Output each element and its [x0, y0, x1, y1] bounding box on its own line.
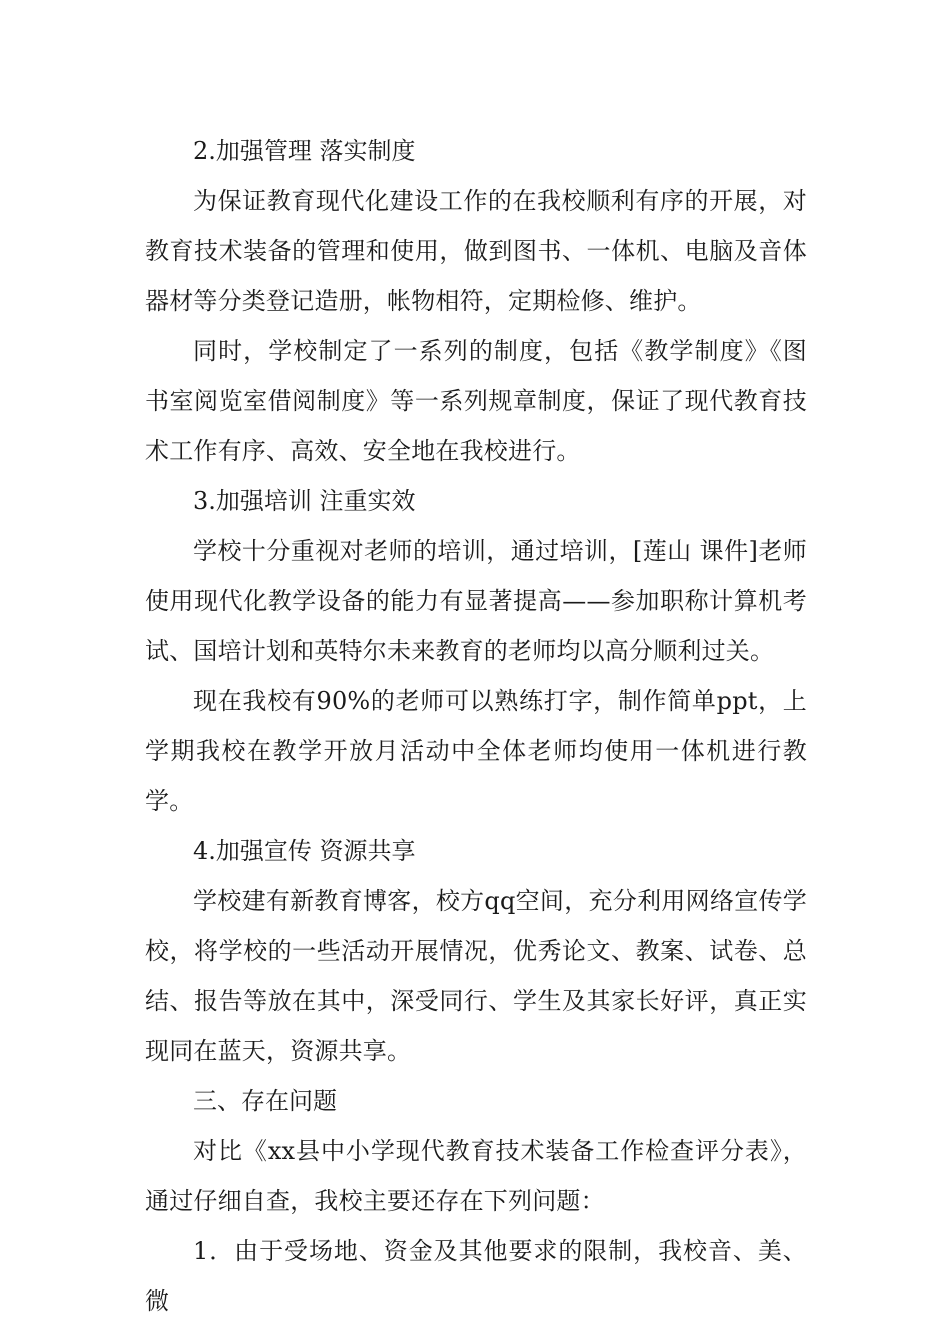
paragraph-problem-1: 1．由于受场地、资金及其他要求的限制，我校音、美、微	[145, 1237, 807, 1315]
paragraph-teacher-training: 学校十分重视对老师的培训，通过培训，[莲山 课件]老师使用现代化教学设备的能力有显著提高——参加职称计算机考试、国培计划和英特尔未来教育的老师均以高分顺利过关。	[145, 537, 807, 665]
section-heading-problems: 三、存在问题	[193, 1087, 337, 1115]
section-heading-publicity: 4.加强宣传 资源共享	[193, 837, 416, 865]
section-heading-management: 2.加强管理 落实制度	[193, 137, 416, 165]
paragraph-rules-system: 同时，学校制定了一系列的制度，包括《教学制度》《图书室阅览室借阅制度》等一系列规章制度，保证了现代教育技术工作有序、高效、安全地在我校进行。	[145, 337, 807, 465]
section-heading-training: 3.加强培训 注重实效	[193, 487, 416, 515]
paragraph-equipment-management: 为保证教育现代化建设工作的在我校顺利有序的开展，对教育技术装备的管理和使用，做到图书、一体机、电脑及音体器材等分类登记造册，帐物相符，定期检修、维护。	[145, 187, 807, 315]
paragraph-resource-sharing: 学校建有新教育博客，校方qq空间，充分利用网络宣传学校，将学校的一些活动开展情况，优秀论文、教案、试卷、总结、报告等放在其中，深受同行、学生及其家长好评，真正实现同在蓝天，资源共享。	[145, 887, 807, 1065]
paragraph-self-check: 对比《xx县中小学现代教育技术装备工作检查评分表》，通过仔细自查，我校主要还存在下列问题：	[145, 1137, 807, 1215]
document-body	[145, 126, 807, 1326]
paragraph-typing-skills: 现在我校有90%的老师可以熟练打字，制作简单ppt，上学期我校在教学开放月活动中全体老师均使用一体机进行教学。	[145, 687, 807, 815]
